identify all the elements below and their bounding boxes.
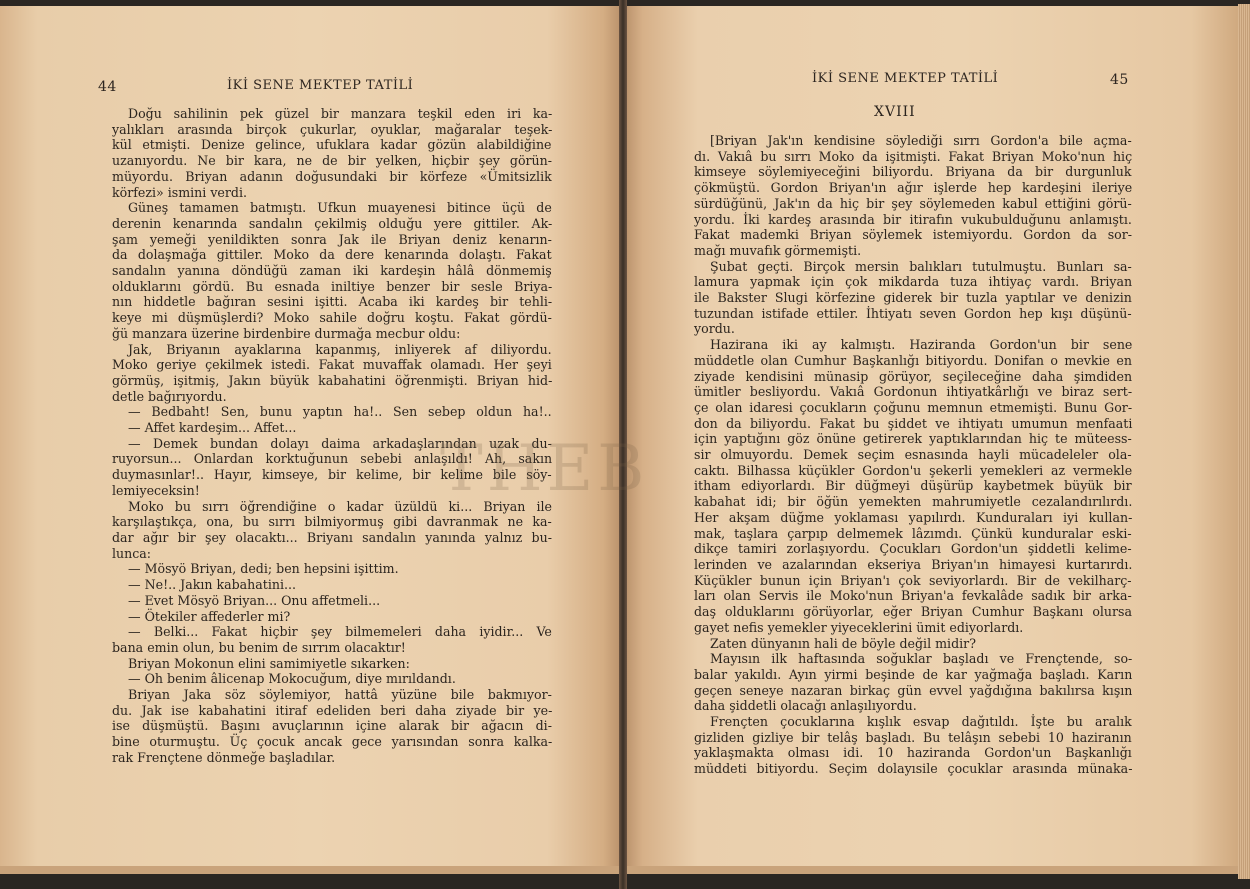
text-line: Mayısın ilk haftasında soğuklar başladı ve Frençtende, so- xyxy=(710,651,1133,667)
text-line: Moko bu sırrı öğrendiğine o kadar üzüldü ki... Briyan ile xyxy=(128,498,552,514)
text-line: dı. Vakıâ bu sırrı Moko da işitmişti. Fakat Briyan Moko'nun hiç xyxy=(694,148,1133,164)
text-line: dar ağır bir şey olacaktı... Briyanı sandalın yanında yalnız bu- xyxy=(112,529,552,545)
text-line: Hazirana iki ay kalmıştı. Haziranda Gordon'un bir sene xyxy=(710,337,1133,353)
text-line: bine oturmuştu. Üç çocuk ancak gece yarısından sonra kalka- xyxy=(112,734,553,750)
text-line: uzanıyordu. Ne bir kara, ne de bir yelken, hiçbir şey görün- xyxy=(112,153,553,169)
page-edge-stack xyxy=(1238,4,1250,879)
text-line: detle bağırıyordu. xyxy=(112,388,227,404)
text-line: gayet nefis yemekler yiyeceklerini ümit ediyorlardı. xyxy=(694,619,1024,635)
right-page-number: 45 xyxy=(1110,72,1129,88)
text-line: lunca: xyxy=(112,545,152,561)
text-line: balar yakıldı. Ayın yirmi beşinde de kar yağmağa başladı. Karın xyxy=(694,666,1133,682)
text-line: Zaten dünyanın hali de böyle değil midir? xyxy=(710,635,976,651)
text-line: sir olmuyordu. Demek seçim esnasında hayli mücadeleler ola- xyxy=(694,447,1132,463)
watermark: THEB xyxy=(440,432,649,506)
text-line: ziyade kendisini münasip görüyor, seçileceğine daha şimdiden xyxy=(694,368,1133,384)
text-line: ruyorsun... Onlardan korktuğunun sebebi anlaşıldı! Ah, sakın xyxy=(112,451,553,467)
text-line: şam yemeği yenildikten sonra Jak ile Briyan deniz kenarın- xyxy=(112,231,552,247)
text-line: lemiyeceksin! xyxy=(112,482,200,498)
text-line: Briyan Mokonun elini samimiyetle sıkarken: xyxy=(128,655,410,671)
text-line: nın hiddetle bağıran sesini işitti. Acaba iki kardeş bir tehli- xyxy=(112,294,553,310)
chapter-heading: XVIII xyxy=(874,104,916,120)
text-line: Güneş tamamen batmıştı. Ufkun muayenesi bitince üçü de xyxy=(128,200,552,216)
text-line: Briyan Jaka söz söylemiyor, hattâ yüzüne bile bakmıyor- xyxy=(128,687,552,703)
text-line: Fakat mademki Briyan söylemek istemiyordu. Gordon da sor- xyxy=(694,227,1133,243)
text-line: ümitler besliyordu. Vakıâ Gordonun ihtiyatkârlığı ve biraz sert- xyxy=(694,384,1133,400)
text-line: — Mösyö Briyan, dedi; ben hepsini işittim. xyxy=(128,561,399,577)
text-line: Her akşam düğme yoklaması yapılırdı. Kunduraları iyi kullan- xyxy=(694,509,1133,525)
text-line: itham ediyorlardı. Bir düğmeyi düşürüp kaybetmek büyük bir xyxy=(694,478,1132,494)
text-line: — Oh benim âlicenap Mokocuğum, diye mırıldandı. xyxy=(128,671,456,687)
text-line: — Affet kardeşim... Affet... xyxy=(128,420,297,436)
text-line: körfezi» ismini verdi. xyxy=(112,184,248,200)
text-line: sandalın yanına döndüğü zaman iki kardeşin hâlâ dönmemiş xyxy=(112,263,552,279)
text-line: rak Frençtene dönmeğe başladılar. xyxy=(112,749,336,765)
text-line: karşılaştıkça, ona, bu sırrı bilmiyormuş gibi davranmak ne ka- xyxy=(112,514,552,530)
text-line: müddeti bitiyordu. Seçim dolayısile çocuklar arasında münaka- xyxy=(694,761,1133,777)
left-running-head: İKİ SENE MEKTEP TATİLİ xyxy=(227,78,414,93)
right-body-text xyxy=(694,133,1132,777)
text-line: olduklarını gördü. Bu esnada iniltiye benzer bir sesle Briya- xyxy=(112,278,553,294)
text-line: Frençten çocuklarına kışlık esvap dağıtıldı. İşte bu aralık xyxy=(710,714,1132,730)
text-line: gizliden gizliye bir telâş başladı. Bu telâşın sebebi 10 haziranın xyxy=(694,729,1132,745)
text-line: için yaptığını göz önüne getirerek yaptıklarından hiç te müteess- xyxy=(694,431,1132,447)
text-line: yalıkları arasında birçok çukurlar, oyuklar, mağaralar teşek- xyxy=(112,121,553,137)
left-page-number: 44 xyxy=(98,79,117,95)
text-line: keye mi düşmüşlerdi? Moko sahile doğru koştu. Fakat gördü- xyxy=(112,310,552,326)
text-line: — Evet Mösyö Briyan... Onu affetmeli... xyxy=(128,592,381,608)
text-line: [Briyan Jak'ın kendisine söylediği sırrı Gordon'a bile açma- xyxy=(710,133,1132,148)
text-line: Doğu sahilinin pek güzel bir manzara teşkil eden iri ka- xyxy=(128,106,553,121)
text-line: caktı. Bilhassa küçükler Gordon'u şekerli yemekleri az vermekle xyxy=(694,462,1133,478)
text-line: kabahat idi; bir öğün yemekten mahrumiyetle cezalandırılırdı. xyxy=(694,494,1133,510)
text-line: du. Jak ise kabahatini itiraf edeliden beri daha ziyade bir ye- xyxy=(112,702,553,718)
text-line: kül etmişti. Denize gelince, ufuklara kadar gözün alabildiğine xyxy=(112,137,552,153)
text-line: Küçükler bunun için Briyan'ı çok seviyorlardı. Bir de vekilharç- xyxy=(694,572,1132,588)
text-line: duymasınlar!.. Hayır, kimseye, bir kelime, bir kelime bile söy- xyxy=(112,467,552,483)
text-line: ları olan Servis ile Moko'nun Briyan'a fevkalâde sadık bir arka- xyxy=(694,588,1132,604)
text-line: Şubat geçti. Birçok mersin balıkları tutulmuştu. Bunları sa- xyxy=(710,258,1132,274)
text-line: görmüş, işitmiş, Jakın büyük kabahatini öğrenmişti. Briyan hid- xyxy=(112,372,553,388)
text-line: mağı muvafık görmemişti. xyxy=(694,242,862,258)
text-line: çökmüştü. Gordon Briyan'ın ağır işlerde hep kardeşini ileriye xyxy=(694,180,1133,196)
text-line: yaklaşmakta olması idi. 10 haziranda Gordon'un Başkanlığı xyxy=(694,745,1132,761)
text-line: tuzundan istifade ettiler. İhtiyatı seven Gordon hep kışı düşünü- xyxy=(694,305,1132,321)
text-line: lerinden ve azalarından ekseriya Briyan'ın himayesi kurtarırdı. xyxy=(694,556,1133,572)
text-line: ise düşmüştü. Başını avuçlarının içine alarak bir ağacın di- xyxy=(112,718,552,734)
text-line: — Ne!.. Jakın kabahatini... xyxy=(128,577,297,593)
text-line: dikçe tamiri zorlaşıyordu. Çocukları Gordon'un şiddetli kelime- xyxy=(694,541,1132,557)
text-line: daş olduklarını görüyorlar, eğer Briyan Cumhur Başkanı olursa xyxy=(694,604,1133,620)
text-line: ğü manzara üzerine birdenbire durmağa mecbur oldu: xyxy=(112,325,461,341)
text-line: ile Bakster Slugi körfezine giderek bir tuzla yaptılar ve denizin xyxy=(694,290,1132,306)
right-running-head: İKİ SENE MEKTEP TATİLİ xyxy=(812,71,999,86)
text-line: yordu. İki kardeş arasında bir itirafın vukubulduğunu anlamıştı. xyxy=(694,211,1132,227)
text-line: bana emin olun, bu benim de sırrım olacaktır! xyxy=(112,639,406,655)
text-line: mak, taşlara çarpıp delmemek lâzımdı. Çünkü kunduralar eski- xyxy=(694,525,1132,541)
text-line: — Demek bundan dolayı daima arkadaşlarından uzak du- xyxy=(128,435,552,451)
text-line: Moko geriye çekilmek istedi. Fakat muvaffak olamadı. Her şeyi xyxy=(112,357,552,373)
text-line: sürdüğünü, Jak'ın da hiç bir şey söylemeden kabul ettiğini görü- xyxy=(694,195,1132,211)
text-line: derenin kenarında sandalın çekilmiş olduğu yere gittiler. Ak- xyxy=(112,215,553,231)
text-line: müddetle olan Cumhur Başkanlığı bitiyordu. Donifan o mevkie en xyxy=(694,352,1132,368)
text-line: kimseye söylemiyeceğini biliyordu. Briyana da bir durgunluk xyxy=(694,164,1132,180)
text-line: daha şiddetli olacağı anlaşılıyordu. xyxy=(694,698,917,714)
text-line: — Bedbaht! Sen, bunu yaptın ha!.. Sen sebep oldun ha!.. xyxy=(128,404,552,420)
text-line: — Belki... Fakat hiçbir şey bilmemeleri daha iyidir... Ve xyxy=(128,624,552,640)
text-line: Jak, Briyanın ayaklarına kapanmış, inliyerek af diliyordu. xyxy=(128,341,552,357)
text-line: çe olan idaresi çocukların çoğunu memnun etmemişti. Bunu Gor- xyxy=(694,399,1133,415)
text-line: geçen seneye nazaran birkaç gün evvel yağdığına bakılırsa kışın xyxy=(694,682,1133,698)
text-line: lamura yapmak için çok mikdarda tuza ihtiyaç vardı. Briyan xyxy=(694,274,1133,290)
text-line: müyordu. Briyan adanın doğusundaki bir körfeze «Ümitsizlik xyxy=(112,168,552,184)
text-line: don da biliyordu. Fakat bu şiddet ve ihtiyatı umumun menfaati xyxy=(694,415,1133,431)
text-line: — Ötekiler affederler mi? xyxy=(128,608,291,624)
text-line: da dolaşmağa gittiler. Moko da dere kenarında dolaştı. Fakat xyxy=(112,247,552,263)
text-line: yordu. xyxy=(694,321,735,337)
